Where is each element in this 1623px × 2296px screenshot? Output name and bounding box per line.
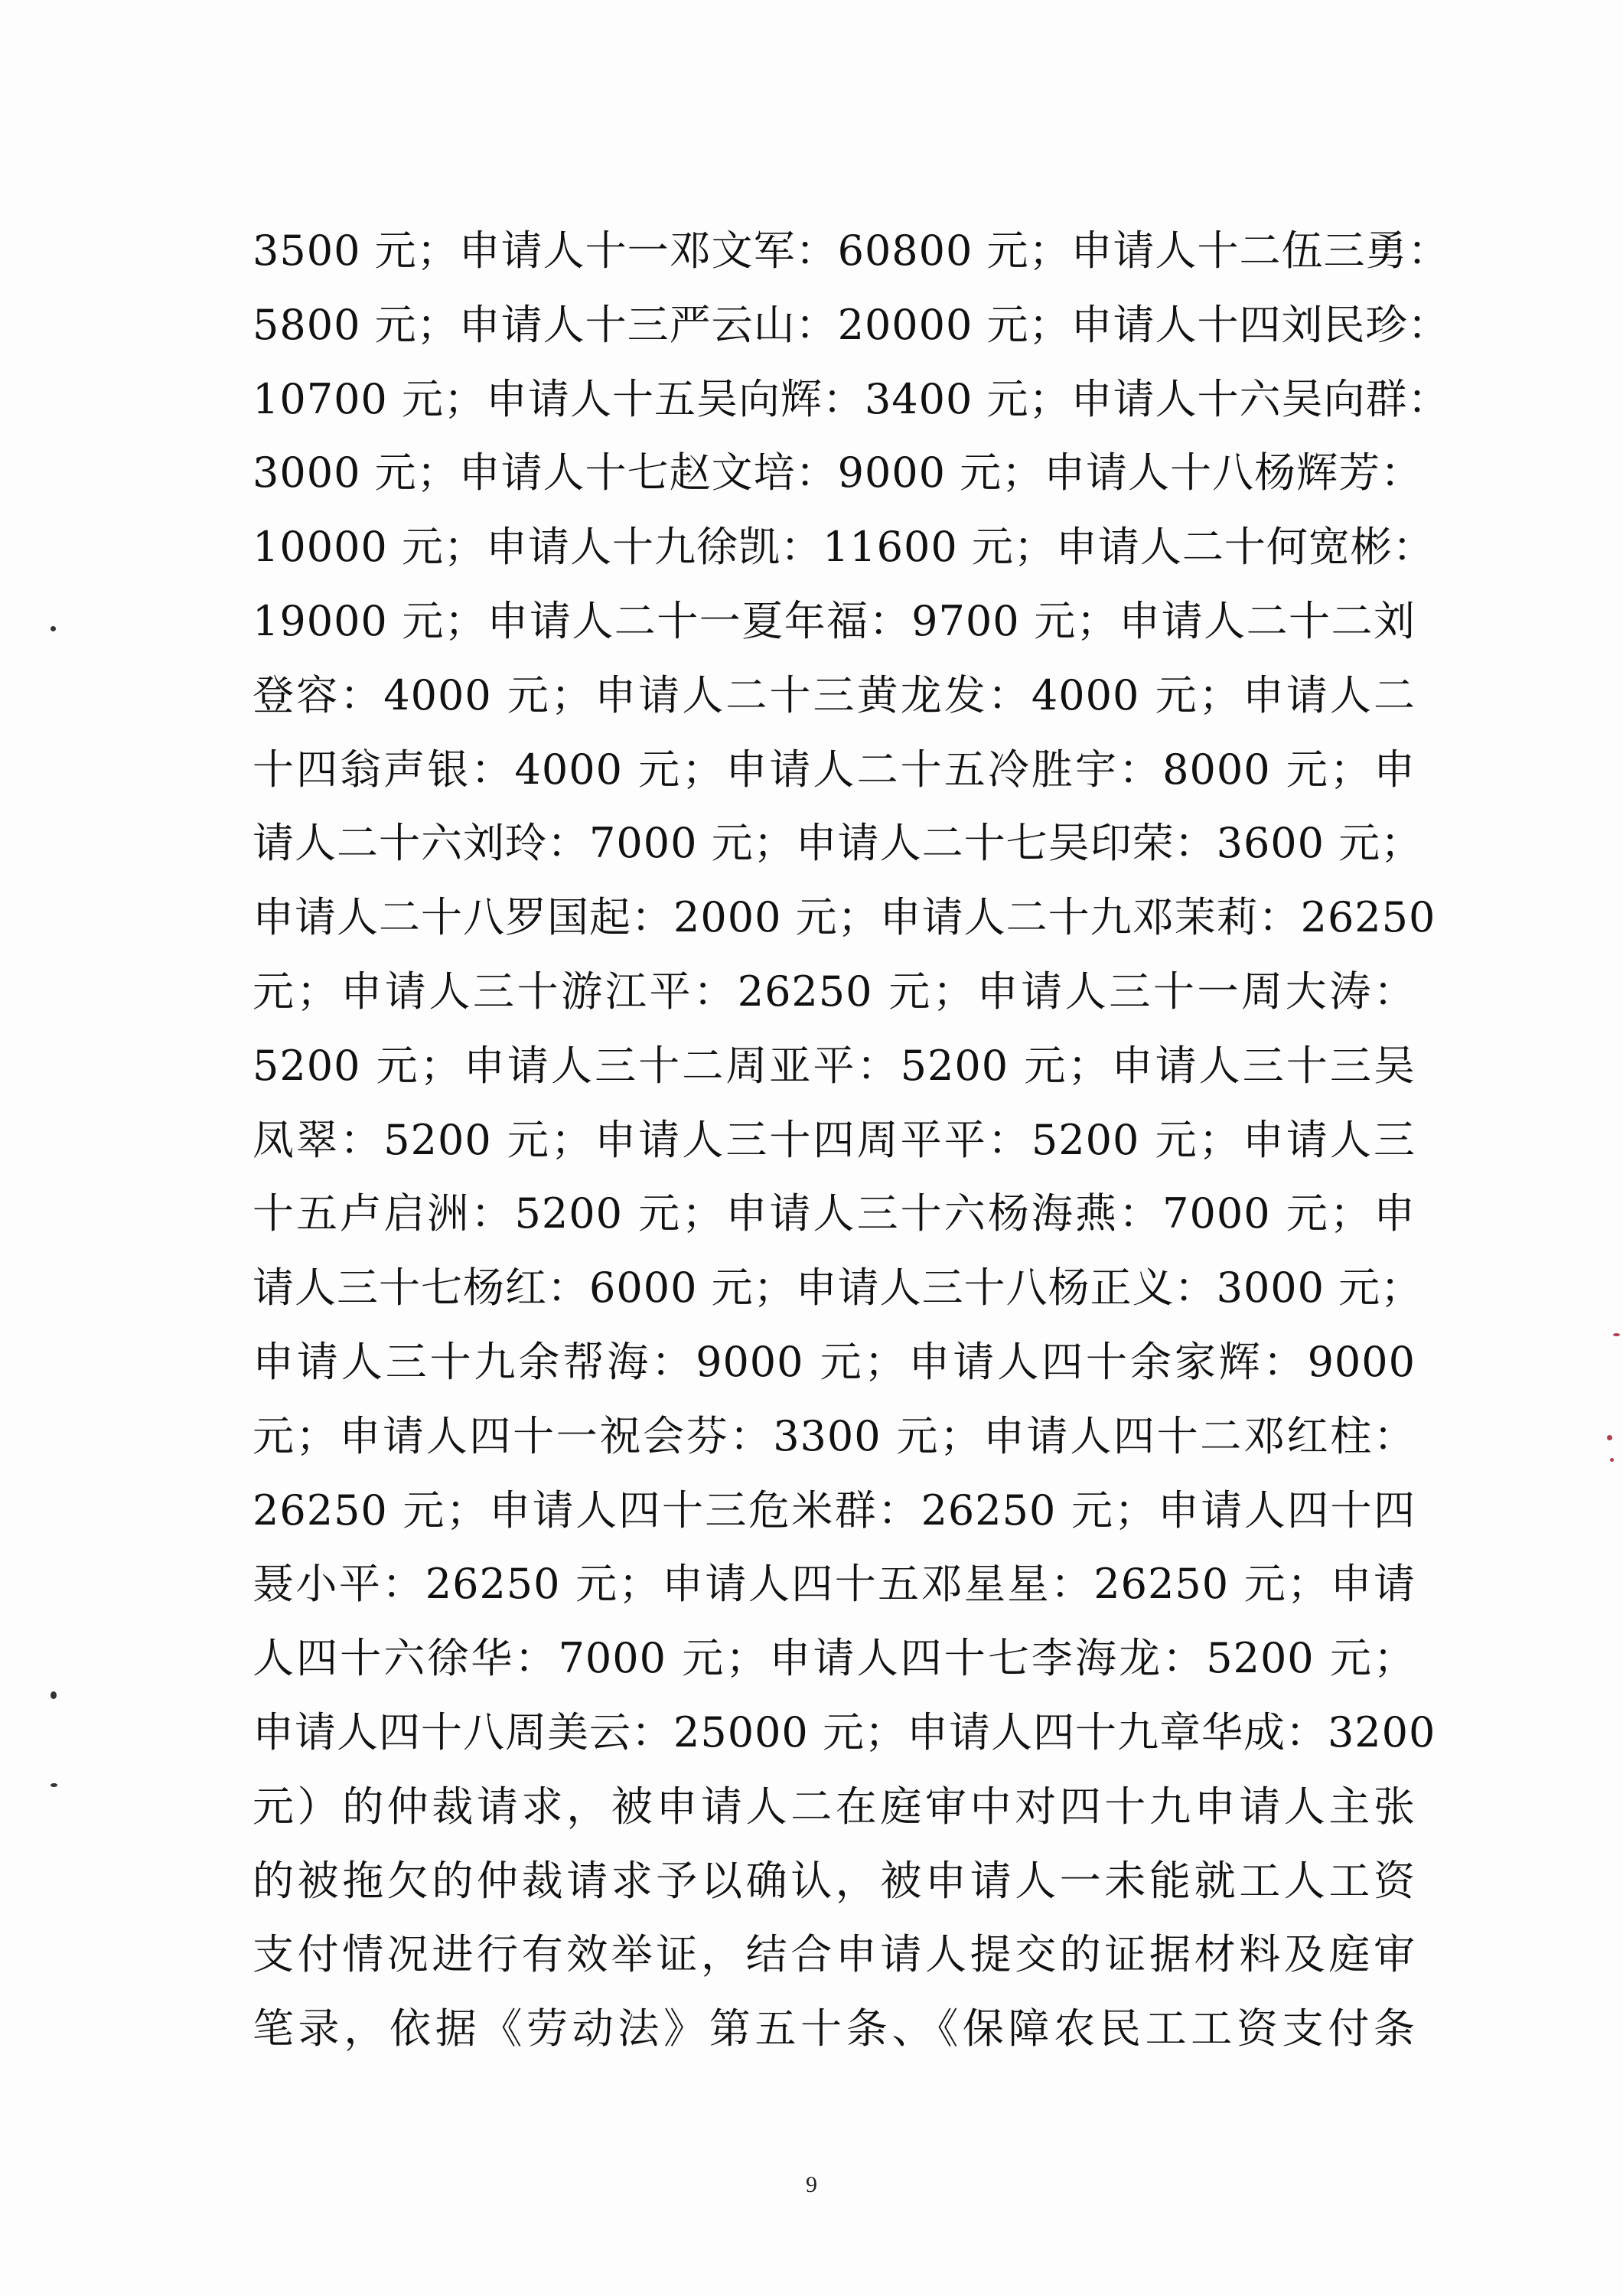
text-line: 聂小平：26250 元；申请人四十五邓星星：26250 元；申请 xyxy=(253,1560,1416,1609)
text-line: 人四十六徐华：7000 元；申请人四十七李海龙：5200 元； xyxy=(253,1634,1416,1683)
text-line: 元；申请人四十一祝会芬：3300 元；申请人四十二邓红柱： xyxy=(253,1411,1416,1460)
text-line: 请人二十六刘玲：7000 元；申请人二十七吴印荣：3600 元； xyxy=(253,819,1423,868)
page-number: 9 xyxy=(806,2172,817,2197)
text-line: 十五卢启洲：5200 元；申请人三十六杨海燕：7000 元；申 xyxy=(253,1189,1416,1238)
text-line: 3500 元；申请人十一邓文军：60800 元；申请人十二伍三勇： xyxy=(253,227,1450,275)
scan-speck xyxy=(1613,1333,1620,1336)
text-line: 5200 元；申请人三十二周亚平：5200 元；申请人三十三吴 xyxy=(253,1041,1416,1090)
text-line: 5800 元；申请人十三严云山：20000 元；申请人十四刘民珍： xyxy=(253,300,1450,349)
text-line: 凤翠：5200 元；申请人三十四周平平：5200 元；申请人三 xyxy=(253,1115,1416,1164)
text-line: 元；申请人三十游江平：26250 元；申请人三十一周大涛： xyxy=(253,967,1416,1016)
text-line: 3000 元；申请人十七赵文培：9000 元；申请人十八杨辉芳： xyxy=(253,448,1423,497)
text-line: 申请人四十八周美云：25000 元；申请人四十九章华成：3200 xyxy=(253,1707,1436,1756)
text-line: 申请人二十八罗国起：2000 元；申请人二十九邓茉莉：26250 xyxy=(253,893,1436,942)
body-text xyxy=(253,214,1450,2066)
text-line: 笔录，依据《劳动法》第五十条、《保障农民工工资支付条 xyxy=(253,2004,1416,2053)
scan-speck xyxy=(51,1783,57,1787)
text-line: 26250 元；申请人四十三危米群：26250 元；申请人四十四 xyxy=(253,1486,1416,1534)
text-line: 十四翁声银：4000 元；申请人二十五冷胜宇：8000 元；申 xyxy=(253,745,1416,794)
text-line: 10000 元；申请人十九徐凯：11600 元；申请人二十何宽彬： xyxy=(253,523,1435,572)
text-line: 10700 元；申请人十五吴向辉：3400 元；申请人十六吴向群： xyxy=(253,374,1450,423)
scan-speck xyxy=(51,626,56,631)
text-line: 19000 元；申请人二十一夏年福：9700 元；申请人二十二刘 xyxy=(253,596,1416,645)
text-line: 申请人三十九余帮海：9000 元；申请人四十余家辉：9000 xyxy=(253,1337,1416,1386)
text-line: 元）的仲裁请求，被申请人二在庭审中对四十九申请人主张 xyxy=(253,1782,1416,1831)
scan-speck xyxy=(1607,1435,1612,1440)
text-line: 请人三十七杨红：6000 元；申请人三十八杨正义：3000 元； xyxy=(253,1264,1423,1313)
scan-speck xyxy=(51,1691,57,1699)
text-line: 的被拖欠的仲裁请求予以确认，被申请人一未能就工人工资 xyxy=(253,1856,1416,1905)
scan-speck xyxy=(1610,1458,1614,1462)
text-line: 登容：4000 元；申请人二十三黄龙发：4000 元；申请人二 xyxy=(253,670,1416,719)
text-line: 支付情况进行有效举证，结合申请人提交的证据材料及庭审 xyxy=(253,1930,1416,1979)
